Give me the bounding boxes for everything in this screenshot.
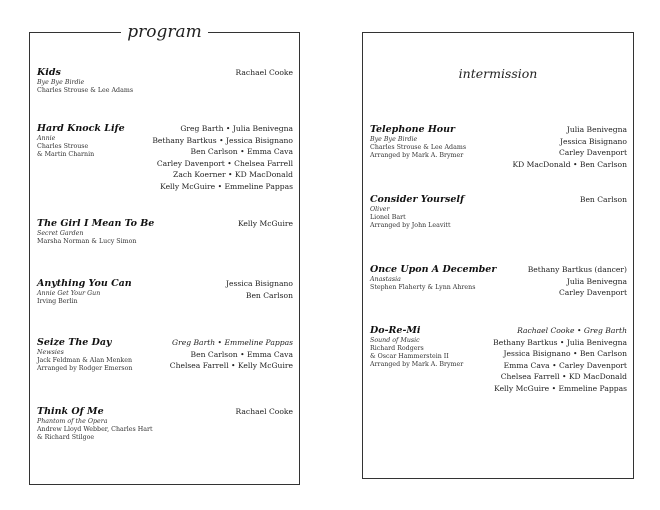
- song-show: Secret Garden: [37, 230, 84, 237]
- song-credit: Arranged by Mark A. Brymer: [370, 361, 464, 368]
- performer-list: [528, 264, 627, 299]
- song-show: Anastasia: [370, 276, 401, 283]
- program-page-right: [362, 32, 634, 479]
- song-title: Think Of Me: [37, 406, 104, 417]
- song-credit: Charles Strouse: [37, 143, 89, 150]
- song-info: [37, 337, 187, 373]
- song-info: [37, 67, 187, 95]
- song-title: Kids: [37, 67, 61, 78]
- performer-line: Carley Davenport • Chelsea Farrell: [156, 158, 293, 168]
- song-show: Annie Get Your Gun: [37, 290, 101, 297]
- song-credit: Charles Strouse & Lee Adams: [37, 87, 134, 94]
- song-credit: Lionel Bart: [370, 214, 406, 221]
- performer-line: Carley Davenport: [559, 288, 627, 297]
- performer-list: [236, 67, 293, 79]
- performer-list: [512, 124, 627, 170]
- performer-line: Kelly McGuire • Emmeline Pappas: [160, 181, 293, 191]
- performer-list: [238, 218, 293, 230]
- performer-line: KD MacDonald • Ben Carlson: [512, 159, 627, 169]
- song-credit: Charles Strouse & Lee Adams: [370, 144, 467, 151]
- song-title: Seize The Day: [37, 337, 112, 348]
- program-title: program: [121, 22, 208, 42]
- song-credit: Andrew Lloyd Webber, Charles Hart: [37, 426, 153, 433]
- song-credit: & Richard Stilgoe: [37, 434, 95, 441]
- performer-line: Julia Benivegna: [566, 276, 627, 286]
- song-title: Consider Yourself: [370, 194, 465, 205]
- song-title: Hard Knock Life: [37, 123, 125, 134]
- song-credit: Arranged by John Leavitt: [370, 222, 451, 229]
- performer-line: Rachael Cooke: [235, 407, 293, 416]
- song-show: Oliver: [370, 206, 390, 213]
- performer-line: Zach Koerner • KD MacDonald: [173, 170, 293, 179]
- performer-line: Julia Benivegna: [566, 125, 627, 134]
- performer-line: Greg Barth • Julia Benivegna: [180, 124, 293, 133]
- performer-list: [170, 337, 293, 372]
- song-credit: & Oscar Hammerstein II: [370, 353, 449, 360]
- performer-line: Bethany Bartkus (dancer): [527, 265, 627, 274]
- song-show: Bye Bye Birdie: [37, 79, 85, 86]
- song-credit: Arranged by Mark A. Brymer: [370, 152, 464, 159]
- song-show: Phantom of the Opera: [37, 418, 108, 425]
- song-show: Annie: [37, 135, 56, 142]
- song-credit: Richard Rodgers: [370, 345, 424, 352]
- performer-line: Chelsea Farrell • Kelly McGuire: [169, 361, 293, 370]
- song-show: Newsies: [37, 349, 64, 356]
- performer-line: Ben Carlson: [245, 290, 293, 300]
- performer-line: Emma Cava • Carley Davenport: [503, 360, 627, 370]
- song-credit: Stephen Flaherty & Lynn Ahrens: [370, 284, 476, 291]
- performer-line: Jessica Bisignano • Ben Carlson: [503, 349, 627, 358]
- performer-line: Ben Carlson • Emma Cava: [190, 349, 293, 359]
- performer-list: [493, 325, 627, 394]
- song-title: The Girl I Mean To Be: [37, 218, 155, 229]
- performer-line: Ben Carlson: [579, 195, 627, 204]
- performer-line: Rachael Cooke: [235, 68, 293, 77]
- song-info: [370, 124, 520, 160]
- performer-line: Kelly McGuire: [237, 219, 293, 228]
- performer-line: Bethany Bartkus • Julia Benivegna: [493, 337, 627, 347]
- performer-line: Bethany Bartkus • Jessica Bisignano: [152, 135, 293, 145]
- song-credit: Irving Berlin: [37, 298, 78, 305]
- song-info: [37, 278, 187, 306]
- song-title: Telephone Hour: [370, 124, 456, 135]
- song-title: Once Upon A December: [370, 264, 497, 275]
- song-credit: Marsha Norman & Lucy Simon: [37, 238, 137, 245]
- performer-line: Carley Davenport: [559, 148, 627, 157]
- performer-line: Jessica Bisignano: [559, 136, 627, 146]
- song-show: Bye Bye Birdie: [370, 136, 418, 143]
- song-info: [37, 406, 187, 442]
- performer-line: Greg Barth • Emmeline Pappas: [172, 338, 293, 347]
- performer-line: Chelsea Farrell • KD MacDonald: [500, 372, 627, 381]
- performer-line: Rachael Cooke • Greg Barth: [517, 326, 627, 335]
- performer-line: Ben Carlson • Emma Cava: [190, 147, 293, 156]
- song-title: Anything You Can: [37, 278, 132, 289]
- program-page-left: [29, 22, 300, 485]
- performer-list: [580, 194, 627, 206]
- performer-line: Jessica Bisignano: [225, 279, 293, 288]
- song-show: Sound of Music: [370, 337, 420, 344]
- song-credit: Jack Feldman & Alan Menken: [37, 357, 133, 364]
- song-credit: & Martin Charnin: [37, 151, 95, 158]
- song-credit: Arranged by Rodger Emerson: [37, 365, 133, 372]
- intermission-heading: intermission: [458, 66, 538, 81]
- song-info: [370, 264, 520, 292]
- performer-list: [236, 406, 293, 418]
- performer-list: [152, 123, 293, 192]
- performer-list: [226, 278, 293, 301]
- song-info: [370, 194, 520, 230]
- song-title: Do-Re-Mi: [370, 325, 421, 336]
- song-info: [37, 218, 187, 246]
- performer-line: Kelly McGuire • Emmeline Pappas: [494, 383, 627, 393]
